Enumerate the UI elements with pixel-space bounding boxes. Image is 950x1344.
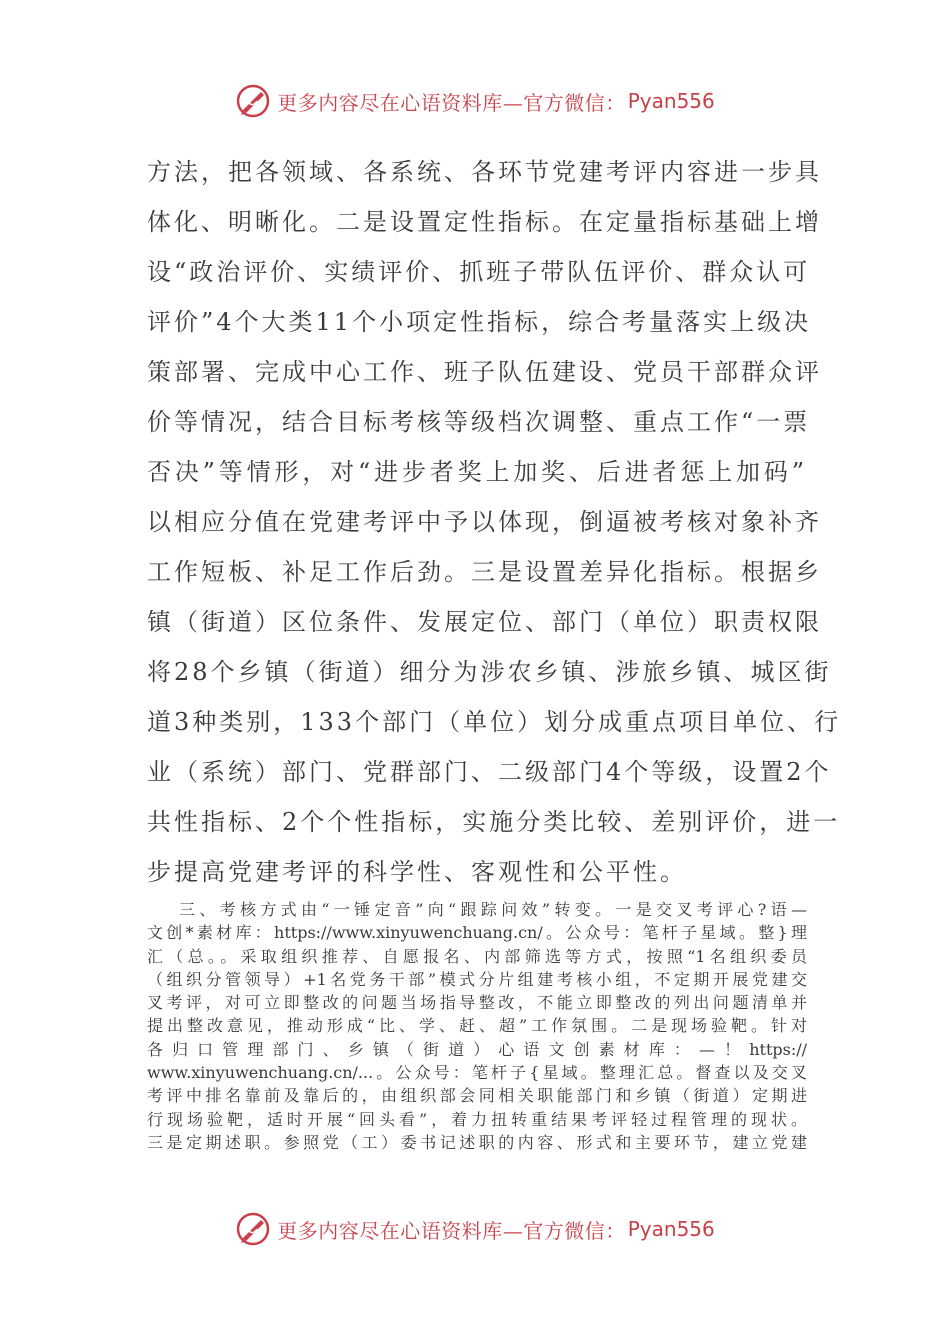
text-line: 方法，把各领域、各系统、各环节党建考评内容进一步具 [147,158,822,186]
banner-wechat-id: Pyan556 [627,1217,715,1241]
text-line: 道3种类别，133个部门（单位）划分成重点项目单位、行 [147,708,842,736]
text-line: 业（系统）部门、党群部门、二级部门4个等级，设置2个 [147,758,832,786]
text-line: 步提高党建考评的科学性、客观性和公平性。 [147,858,687,886]
text-line: 三、考核方式由“一锤定音”向“跟踪问效”转变。一是交叉考评心?语— [179,900,807,919]
text-line: 行现场验靶，适时开展“回头看”，着力扭转重结果考评轻过程管理的现状。 [147,1109,807,1129]
pen-logo-icon [235,83,271,119]
pen-logo-icon [235,1211,271,1247]
text-line: 提出整改意见，推动形成“比、学、赶、超”工作氛围。二是现场验靶。针对 [147,1016,807,1036]
header-banner [0,81,950,121]
text-line: 工作短板、补足工作后劲。三是设置差异化指标。根据乡 [147,558,822,586]
footer-banner [0,1209,950,1249]
text-line: （组织分管领导）+1名党务干部”模式分片组建考核小组，不定期开展党建交 [147,969,807,989]
text-line: 以相应分值在党建考评中予以体现，倒逼被考核对象补齐 [147,508,822,536]
text-line: 共性指标、2个个性指标，实施分类比较、差别评价，进一 [147,808,841,836]
text-line: 三是定期述职。参照党（工）委书记述职的内容、形式和主要环节，建立党建 [147,1132,807,1152]
body-large-text [147,147,842,897]
banner-text: 更多内容尽在心语资料库—官方微信： [277,90,626,115]
text-line: 策部署、完成中心工作、班子队伍建设、党员干部群众评 [147,358,822,386]
text-line: 将28个乡镇（街道）细分为涉农乡镇、涉旅乡镇、城区街 [147,658,832,686]
body-small-text [147,898,807,1154]
text-line: 汇（总。。采取组织推荐、自愿报名、内部筛选等方式，按照“1名组织委员 [147,946,807,966]
text-line: 文创*素材库：https://www.xinyuwenchuang.cn/。公众号：笔杆子星域。整}理 [147,923,807,943]
text-line: 评价”4个大类11个小项定性指标，综合考量落实上级决 [147,308,812,336]
banner-text: 更多内容尽在心语资料库—官方微信： [277,1218,626,1243]
text-line: 否决”等情形，对“进步者奖上加奖、后进者惩上加码” [147,458,807,486]
text-line: 考评中排名靠前及靠后的，由组织部会同相关职能部门和乡镇（街道）定期进 [147,1086,807,1106]
text-line: 价等情况，结合目标考核等级档次调整、重点工作“一票 [147,408,811,436]
text-line: 叉考评，对可立即整改的问题当场指导整改，不能立即整改的列出问题清单并 [147,993,807,1013]
banner-wechat-id: Pyan556 [627,89,715,113]
text-line: www.xinyuwenchuang.cn/...。公众号：笔杆子{星域。整理汇总。督查以及交叉 [147,1063,807,1083]
text-line: 体化、明晰化。二是设置定性指标。在定量指标基础上增 [147,208,822,236]
text-line: 设“政治评价、实绩评价、抓班子带队伍评价、群众认可 [147,258,811,286]
text-line: 镇（街道）区位条件、发展定位、部门（单位）职责权限 [147,608,822,636]
text-line: 各归口管理部门、乡镇（街道）心语文创素材库：—！https:// [147,1039,807,1059]
